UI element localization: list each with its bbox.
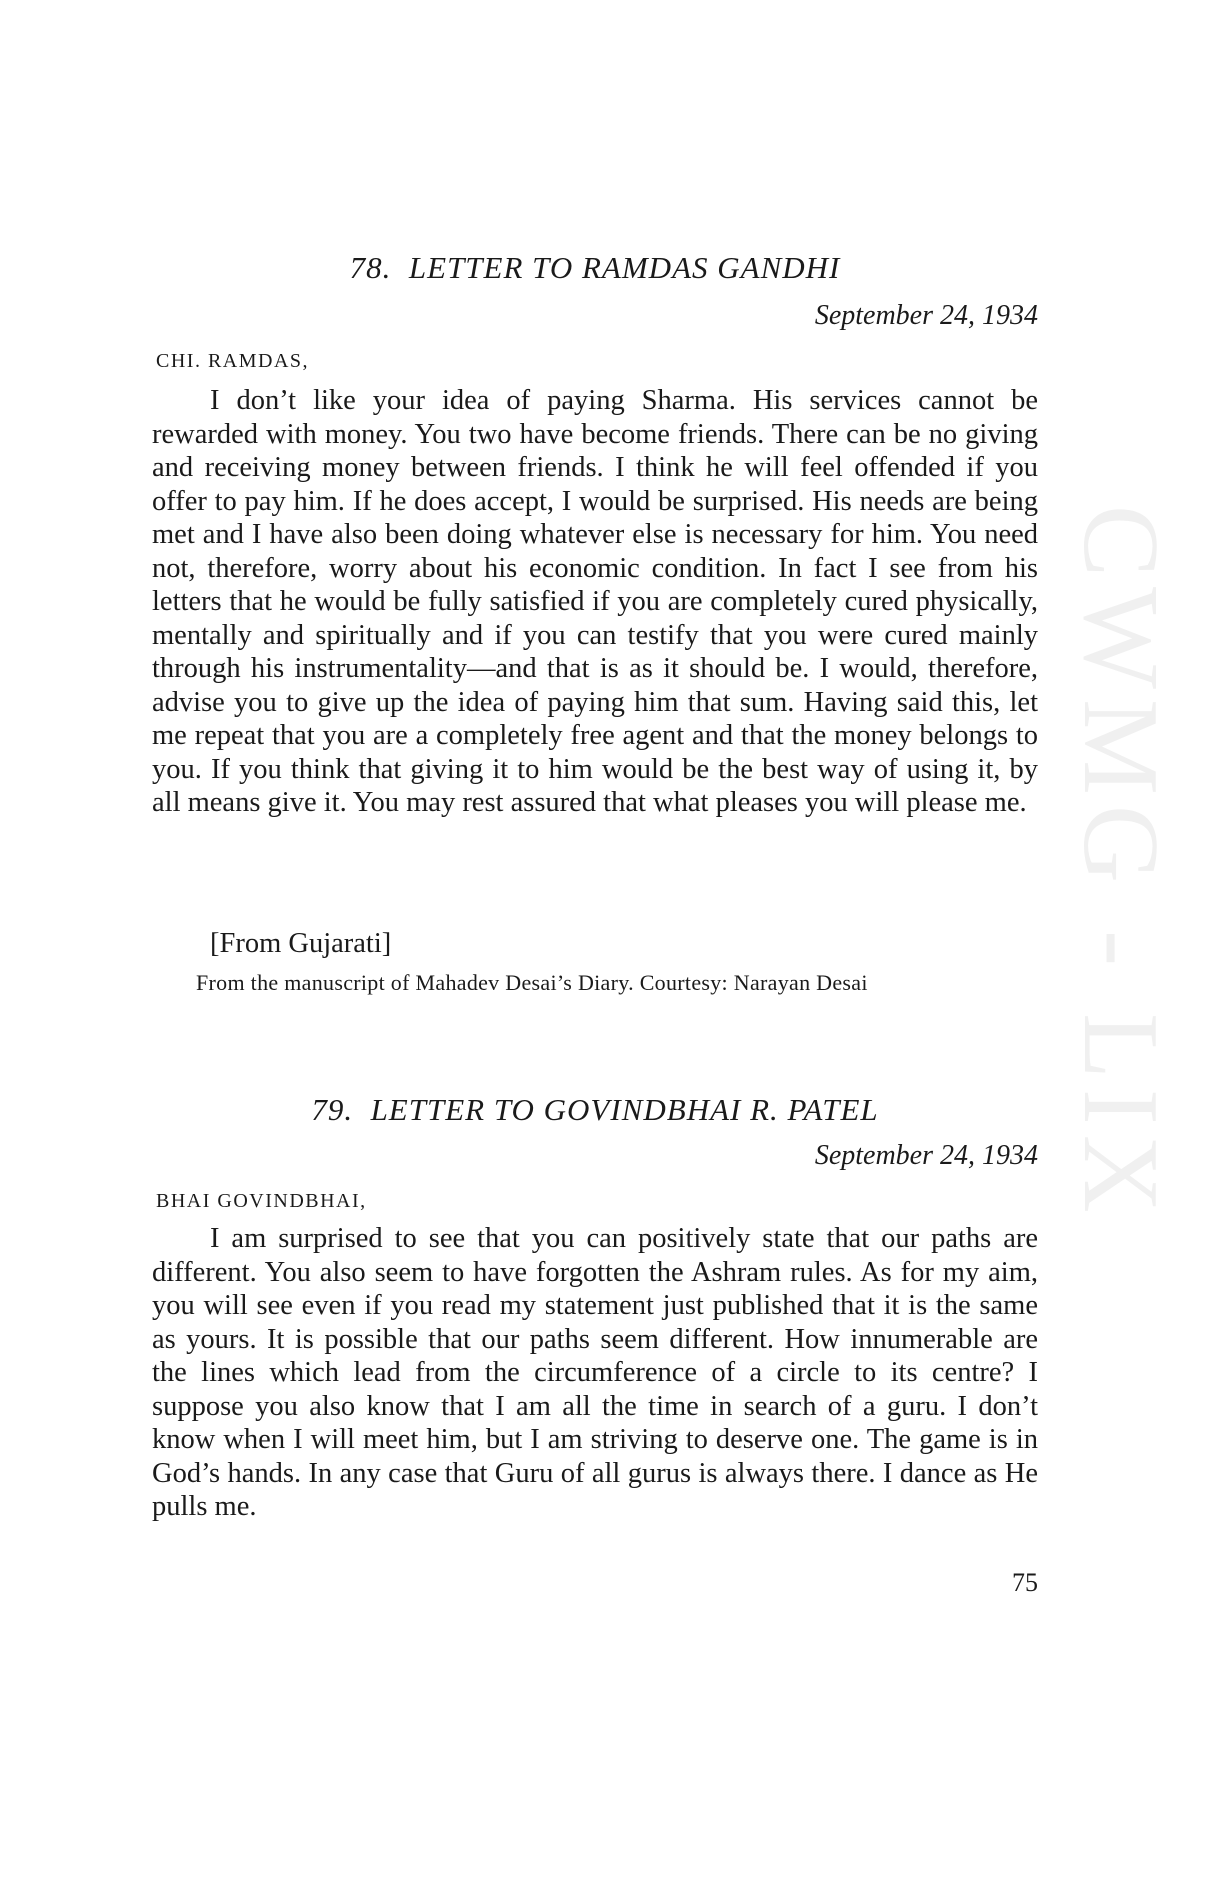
letter-78-source-note: From the manuscript of Mahadev Desai’s Diary. Courtesy: Narayan Desai — [196, 970, 868, 995]
watermark: CWMG - LIX — [1061, 505, 1180, 1223]
letter-79-body: I am surprised to see that you can positively state that our paths are different. You also seem to have forgotten the Ashram rules. As for my aim, you will see even if you read my statement just published that it is the same as yours. It is possible that our paths seem different. How innumerable are the lines which lead from the circumference of a circle to its centre? I suppose you also know that I am all the time in search of a guru. I don’t know when I will meet him, but I am striving to deserve one. The game is in God’s hands. In any case that Guru of all gurus is always there. I dance as He pulls me. — [152, 1223, 1038, 1522]
letter-78-number: 78. — [349, 250, 392, 285]
page-number: 75 — [1012, 1568, 1038, 1597]
letter-78-title — [152, 250, 1038, 286]
letter-78-salutation: CHI. RAMDAS, — [156, 350, 310, 372]
letter-79-salutation: BHAI GOVINDBHAI, — [156, 1190, 367, 1212]
letter-79-title — [152, 1092, 1038, 1128]
letter-78-title-text: LETTER TO RAMDAS GANDHI — [408, 250, 841, 285]
letter-79-title-text: LETTER TO GOVINDBHAI R. PATEL — [370, 1092, 879, 1127]
letter-79-number: 79. — [311, 1092, 354, 1127]
letter-78-language-note: [From Gujarati] — [210, 928, 392, 959]
letter-78-date: September 24, 1934 — [814, 300, 1038, 331]
letter-79-date: September 24, 1934 — [814, 1140, 1038, 1171]
letter-78-body: I don’t like your idea of paying Sharma. His services cannot be rewarded with money. You two have become friends. There can be no giving and receiving money between friends. I think he will feel offended if you offer to pay him. If he does accept, I would be surprised. His needs are being met and I have also been doing whatever else is necessary for him. You need not, therefore, worry about his economic condition. In fact I see from his letters that he would be fully satisfied if you are completely cured physically, mentally and spiritually and if you can testify that you were cured mainly through his instrumentality—and that is as it should be. I would, therefore, advise you to give up the idea of paying him that sum. Having said this, let me repeat that you are a completely free agent and that the money belongs to you. If you think that giving it to him would be the best way of using it, by all means give it. You may rest assured that what pleases you will please me. — [152, 385, 1038, 818]
